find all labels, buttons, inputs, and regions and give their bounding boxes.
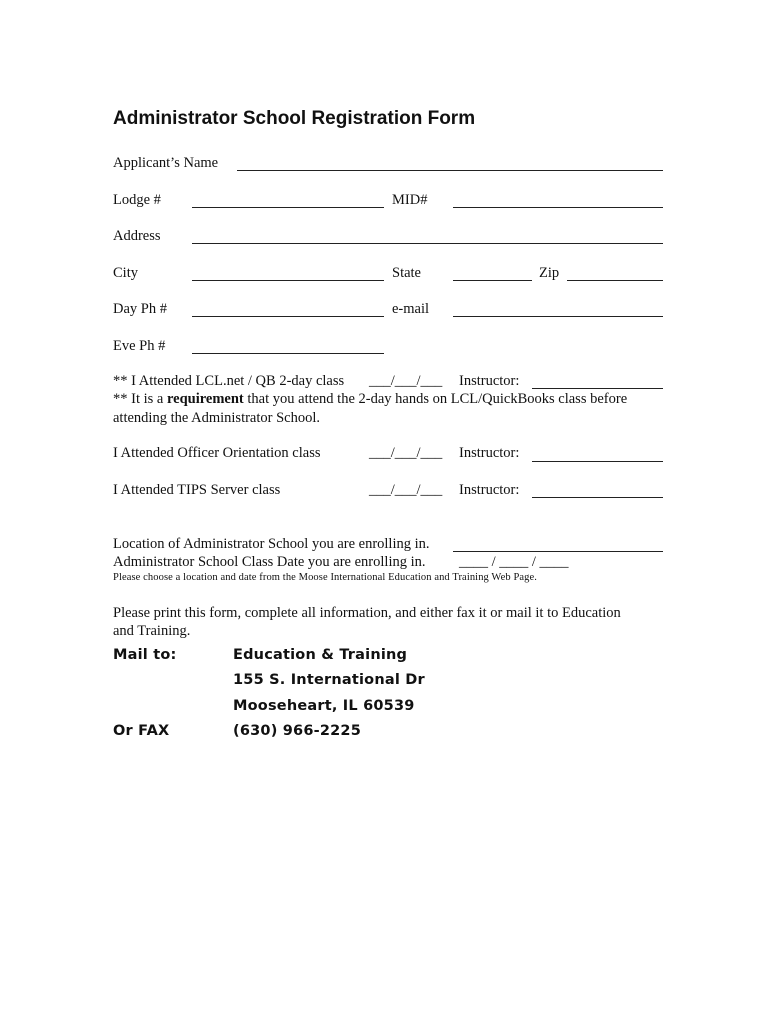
mail-address-line3: Mooseheart, IL 60539 <box>233 698 415 714</box>
address-field[interactable] <box>192 243 663 244</box>
instructions-line2: and Training. <box>113 623 191 639</box>
mail-address-line2: 155 S. International Dr <box>233 672 425 688</box>
state-label: State <box>392 265 421 281</box>
requirement-note: ** It is a requirement that you attend the 2-day hands on LCL/QuickBooks class before <box>113 391 628 407</box>
location-field[interactable] <box>453 551 663 552</box>
officer-instructor-label: Instructor: <box>459 445 520 461</box>
instructions-line1: Please print this form, complete all information, and either fax it or mail it to Education <box>113 605 621 621</box>
lcl-instructor-field[interactable] <box>532 388 663 389</box>
mid-label: MID# <box>392 192 428 208</box>
officer-class-date-field[interactable]: ___/___/___ <box>369 445 443 461</box>
lodge-label: Lodge # <box>113 192 161 208</box>
city-label: City <box>113 265 138 281</box>
location-label: Location of Administrator School you are enrolling in. <box>113 536 430 552</box>
eve-phone-field[interactable] <box>192 353 384 354</box>
tips-instructor-label: Instructor: <box>459 482 520 498</box>
day-phone-field[interactable] <box>192 316 384 317</box>
officer-class-label: I Attended Officer Orientation class <box>113 445 321 461</box>
zip-field[interactable] <box>567 280 663 281</box>
city-field[interactable] <box>192 280 384 281</box>
class-date-field[interactable]: ____ / ____ / ____ <box>459 554 569 570</box>
mid-field[interactable] <box>453 207 663 208</box>
address-label: Address <box>113 228 161 244</box>
day-phone-label: Day Ph # <box>113 301 167 317</box>
email-field[interactable] <box>453 316 663 317</box>
lcl-class-label: ** I Attended LCL.net / QB 2-day class <box>113 373 345 389</box>
tips-class-label: I Attended TIPS Server class <box>113 482 281 498</box>
location-hint: Please choose a location and date from the Moose International Education and Training Web Page. <box>113 572 537 583</box>
class-date-label: Administrator School Class Date you are enrolling in. <box>113 554 426 570</box>
tips-instructor-field[interactable] <box>532 497 663 498</box>
applicant-name-label: Applicant’s Name <box>113 155 219 171</box>
mail-to-label: Mail to: <box>113 647 177 663</box>
lcl-instructor-label: Instructor: <box>459 373 520 389</box>
eve-phone-label: Eve Ph # <box>113 338 166 354</box>
mail-address-line1: Education & Training <box>233 647 408 663</box>
requirement-note-line2: attending the Administrator School. <box>113 410 321 426</box>
fax-label: Or FAX <box>113 723 170 739</box>
requirement-emphasis: requirement <box>166 391 244 407</box>
tips-class-date-field[interactable]: ___/___/___ <box>369 482 443 498</box>
form-title: Administrator School Registration Form <box>113 108 476 129</box>
lcl-class-date-field[interactable]: ___/___/___ <box>369 373 443 389</box>
applicant-name-field[interactable] <box>237 170 663 171</box>
fax-number: (630) 966-2225 <box>233 723 362 739</box>
email-label: e-mail <box>392 301 430 317</box>
lodge-field[interactable] <box>192 207 384 208</box>
officer-instructor-field[interactable] <box>532 461 663 462</box>
zip-label: Zip <box>539 265 560 281</box>
state-field[interactable] <box>453 280 532 281</box>
